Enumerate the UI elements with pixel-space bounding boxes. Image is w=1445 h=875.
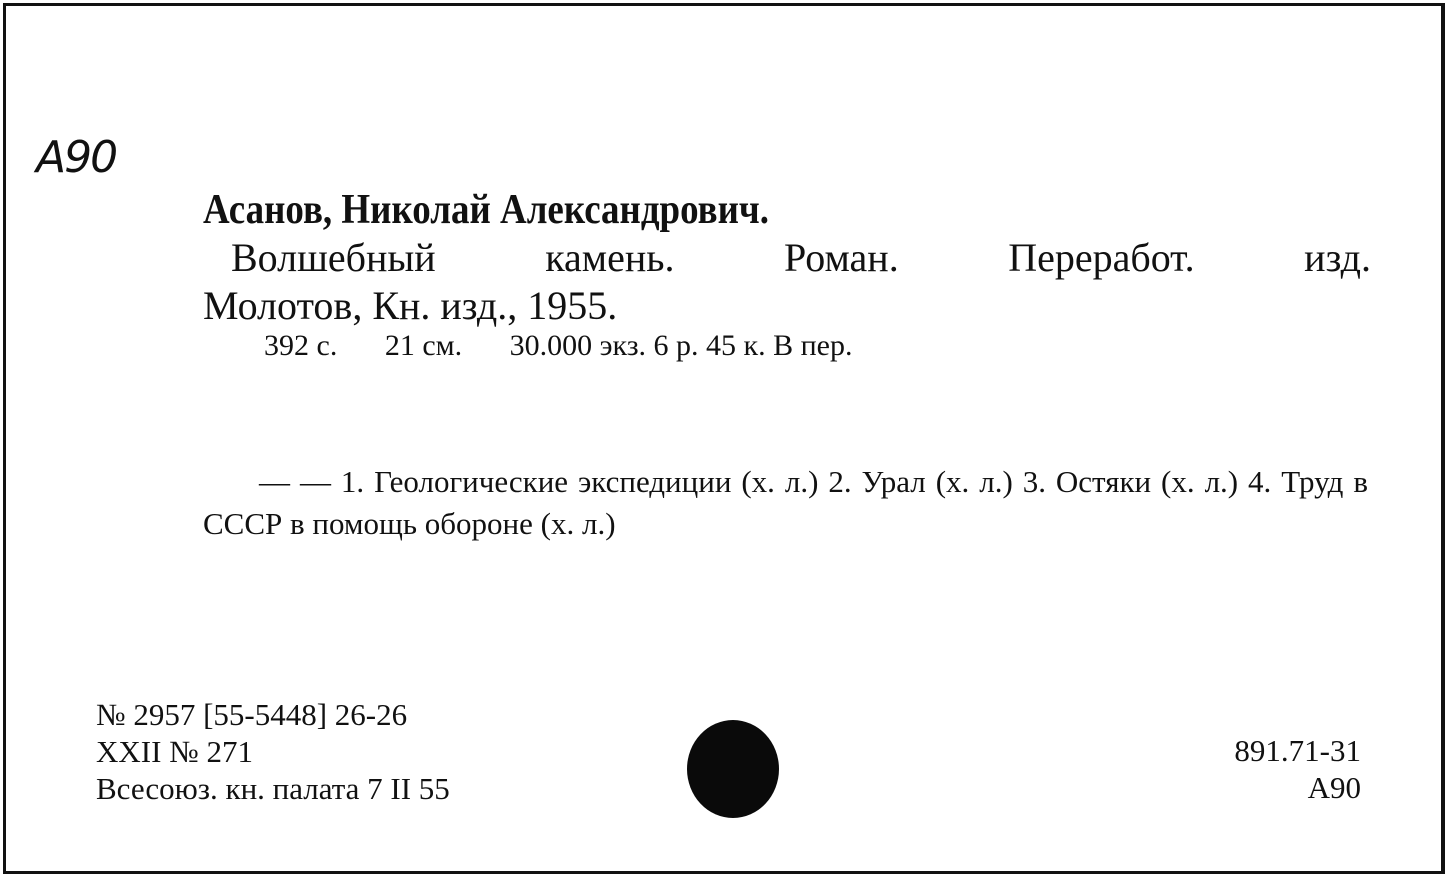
imprint-line: Молотов, Кн. изд., 1955. [203, 283, 618, 328]
copies-price: 30.000 экз. 6 р. 45 к. В пер. [509, 329, 853, 362]
size: 21 см. [384, 329, 463, 362]
catalog-card [3, 3, 1445, 874]
title-word: камень. [545, 235, 675, 280]
registration-chamber: Всесоюз. кн. палата 7 II 55 [96, 771, 450, 806]
card-punch-hole [687, 720, 779, 818]
title-word: изд. [1304, 235, 1371, 280]
registration-number: № 2957 [55-5448] 26-26 [96, 697, 408, 732]
pages: 392 с. [264, 329, 338, 362]
subject-headings: — — 1. Геологические экспедиции (х. л.) 2. Урал (х. л.) 3. Остяки (х. л.) 4. Труд в СССР в помощь обороне (х. л.) [203, 464, 1368, 541]
registration-block [96, 696, 450, 807]
collation-line [264, 329, 893, 363]
author-mark: A90 [1307, 770, 1361, 805]
title-word: Волшебный [231, 235, 436, 280]
registration-series: XXII № 271 [96, 734, 253, 769]
classification-block [1234, 732, 1361, 806]
title-line-1 [231, 234, 1371, 281]
classification-number: 891.71-31 [1234, 733, 1361, 768]
handwritten-call-mark: A90 [36, 132, 117, 183]
author-heading: Асанов, Николай Александрович. [203, 187, 769, 233]
title-word: Переработ. [1008, 235, 1195, 280]
title-word: Роман. [784, 235, 899, 280]
